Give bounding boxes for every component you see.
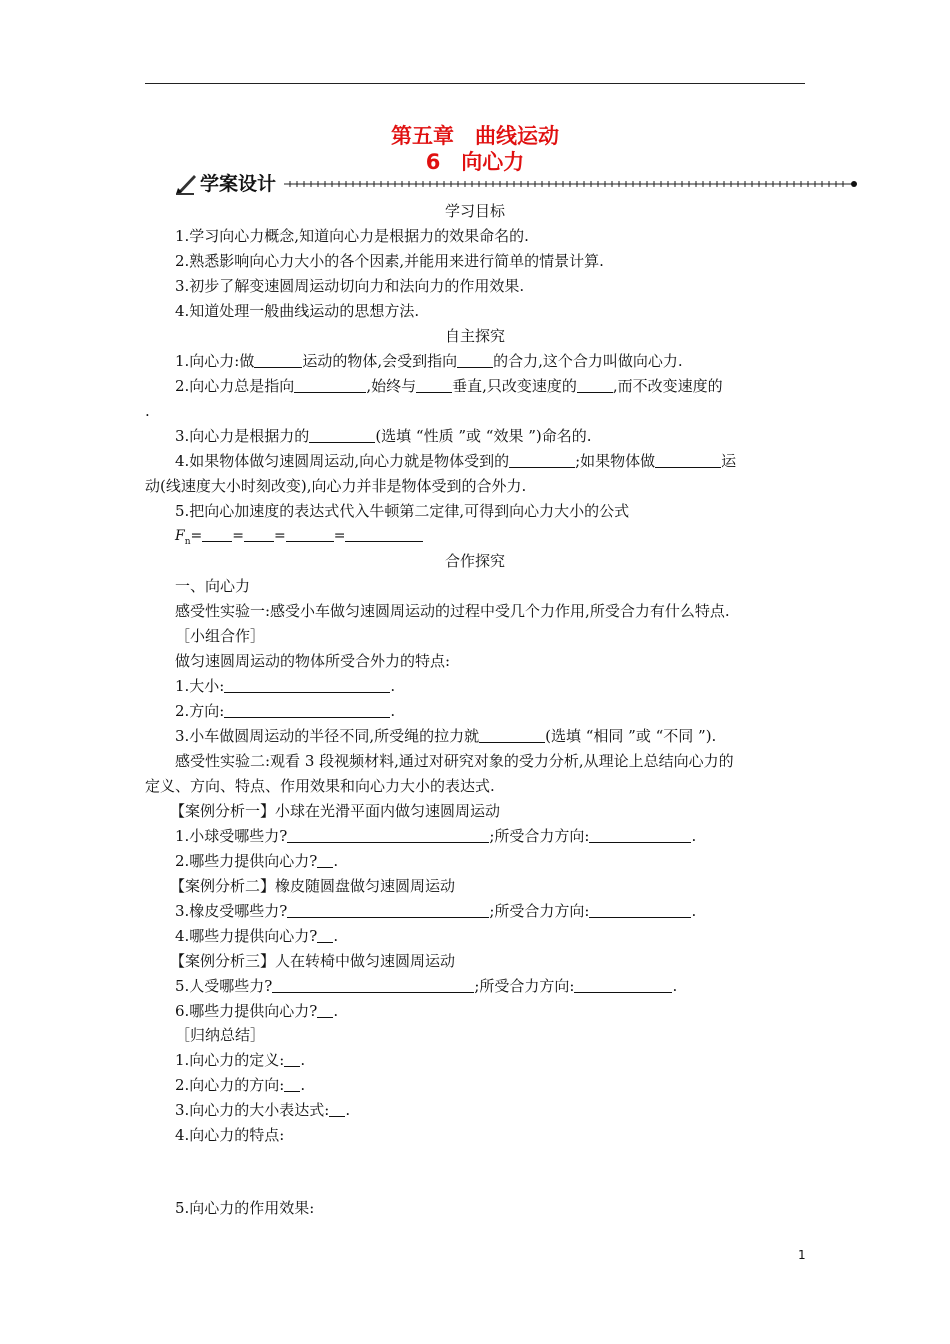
c3q1-blank-2[interactable]	[574, 978, 672, 993]
c3q1-text-b: ;所受合力方向:	[474, 977, 575, 995]
section-title: 6 向心力	[425, 150, 525, 174]
q2-text-b: ,始终与	[366, 377, 417, 395]
header-rule	[145, 83, 805, 84]
feature-1	[175, 674, 395, 698]
c2q1-blank-2[interactable]	[589, 903, 691, 918]
question-1	[175, 349, 683, 373]
q2-end: .	[145, 402, 150, 420]
q2-blank-3[interactable]	[577, 378, 613, 393]
q2-text-d: ,而不改变速度的	[612, 377, 723, 395]
pen-icon	[174, 172, 198, 196]
q4-text-a: 4.如果物体做匀速圆周运动,向心力就是物体受到的	[175, 452, 510, 470]
c3q1-dot: .	[672, 977, 678, 995]
q3-blank[interactable]	[309, 428, 375, 443]
s3-dot: .	[345, 1101, 351, 1119]
c2q2-text: 4.哪些力提供向心力?	[175, 927, 318, 945]
c1q1-blank-1[interactable]	[287, 828, 489, 843]
s2-blank[interactable]	[284, 1077, 300, 1092]
c2q1-text-a: 3.橡皮受哪些力?	[175, 902, 288, 920]
feature-3-text-b: (选填 “相同 ”或 “不同 ”).	[545, 727, 717, 745]
case-1-q1	[175, 824, 696, 848]
q1-text-b: 运动的物体,会受到指向	[302, 352, 458, 370]
experiment-1: 感受性实验一:感受小车做匀速圆周运动的过程中受几个力作用,所受合力有什么特点.	[175, 602, 730, 620]
feature-2-dot: .	[390, 702, 396, 720]
c3q2-blank[interactable]	[317, 1003, 333, 1018]
summary-1	[175, 1048, 305, 1072]
case-2-heading: 【案例分析二】橡皮随圆盘做匀速圆周运动	[170, 877, 456, 895]
c2q2-dot: .	[333, 927, 339, 945]
summary-4: 4.向心力的特点:	[175, 1126, 285, 1144]
c1q2-blank[interactable]	[317, 853, 333, 868]
summary-5: 5.向心力的作用效果:	[175, 1199, 315, 1217]
coop-heading: 合作探究	[444, 552, 505, 570]
goal-item: 1.学习向心力概念,知道向心力是根据力的效果命名的.	[175, 227, 529, 245]
section-banner	[174, 172, 859, 196]
q1-blank-1[interactable]	[254, 353, 302, 368]
goal-item: 3.初步了解变速圆周运动切向力和法向力的作用效果.	[175, 277, 525, 295]
c2q1-dot: .	[691, 902, 697, 920]
question-5: 5.把向心加速度的表达式代入牛顿第二定律,可得到向心力大小的公式	[175, 502, 630, 520]
s3-text: 3.向心力的大小表达式:	[175, 1101, 330, 1119]
c3q2-dot: .	[333, 1002, 339, 1020]
feature-3-blank[interactable]	[479, 728, 545, 743]
summary-2	[175, 1073, 305, 1097]
feature-2-blank[interactable]	[224, 703, 390, 718]
feature-1-blank[interactable]	[224, 678, 390, 693]
page-number: 1	[798, 1248, 806, 1262]
question-2	[175, 374, 723, 398]
c1q2-text: 2.哪些力提供向心力?	[175, 852, 318, 870]
s3-blank[interactable]	[329, 1102, 345, 1117]
q4-blank-2[interactable]	[655, 453, 721, 468]
c2q1-blank-1[interactable]	[287, 903, 489, 918]
goal-item: 4.知道处理一般曲线运动的思想方法.	[175, 302, 420, 320]
feature-2	[175, 699, 395, 723]
q1-text-a: 1.向心力:做	[175, 352, 255, 370]
banner-label: 学案设计	[200, 173, 277, 195]
q4-blank-1[interactable]	[509, 453, 575, 468]
formula-blank-1[interactable]	[202, 527, 232, 542]
case-3-q1	[175, 974, 677, 998]
q2-blank-2[interactable]	[416, 378, 452, 393]
experiment-2-b: 定义、方向、特点、作用效果和向心力大小的表达式.	[145, 777, 495, 795]
formula-blank-4[interactable]	[345, 527, 423, 542]
c2q2-blank[interactable]	[317, 928, 333, 943]
s1-text: 1.向心力的定义:	[175, 1051, 285, 1069]
q2-text-a: 2.向心力总是指向	[175, 377, 295, 395]
part-1-heading: 一、向心力	[175, 577, 251, 595]
case-3-heading: 【案例分析三】人在转椅中做匀速圆周运动	[170, 952, 456, 970]
s1-blank[interactable]	[284, 1052, 300, 1067]
question-3	[175, 424, 592, 448]
case-1-heading: 【案例分析一】小球在光滑平面内做匀速圆周运动	[170, 802, 501, 820]
q4-text-c: 运	[721, 452, 737, 470]
chapter-title: 第五章 曲线运动	[391, 124, 559, 148]
s2-text: 2.向心力的方向:	[175, 1076, 285, 1094]
goal-item: 2.熟悉影响向心力大小的各个因素,并能用来进行简单的情景计算.	[175, 252, 604, 270]
c2q1-text-b: ;所受合力方向:	[489, 902, 590, 920]
feature-2-label: 2.方向:	[175, 702, 225, 720]
summary-3	[175, 1098, 350, 1122]
c3q2-text: 6.哪些力提供向心力?	[175, 1002, 318, 1020]
case-2-q2	[175, 924, 338, 948]
c1q2-dot: .	[333, 852, 339, 870]
feature-3-text-a: 3.小车做圆周运动的半径不同,所受绳的拉力就	[175, 727, 480, 745]
c1q1-text-b: ;所受合力方向:	[489, 827, 590, 845]
q3-text-a: 3.向心力是根据力的	[175, 427, 310, 445]
c1q1-text-a: 1.小球受哪些力?	[175, 827, 288, 845]
formula-blank-3[interactable]	[286, 527, 334, 542]
q1-blank-2[interactable]	[457, 353, 493, 368]
s2-dot: .	[300, 1076, 306, 1094]
q1-text-c: 的合力,这个合力叫做向心力.	[493, 352, 683, 370]
summary-label: ［归纳总结］	[175, 1026, 266, 1044]
c1q1-blank-2[interactable]	[589, 828, 691, 843]
q4-cont: 动(线速度大小时刻改变),向心力并非是物体受到的合外力.	[145, 477, 527, 495]
goals-heading: 学习目标	[444, 202, 505, 220]
experiment-2-a: 感受性实验二:观看 3 段视频材料,通过对研究对象的受力分析,从理论上总结向心力的	[175, 752, 734, 770]
formula-eq-1: =	[190, 528, 203, 544]
formula-eq-3: =	[273, 528, 286, 544]
q4-text-b: ;如果物体做	[575, 452, 656, 470]
features-title: 做匀速圆周运动的物体所受合外力的特点:	[175, 652, 451, 670]
case-1-q2	[175, 849, 338, 873]
c3q1-blank-1[interactable]	[272, 978, 474, 993]
self-study-heading: 自主探究	[444, 327, 505, 345]
feature-3	[175, 724, 716, 748]
formula-eq-4: =	[333, 528, 346, 544]
case-3-q2	[175, 999, 338, 1023]
formula-sub: n	[184, 536, 191, 547]
case-2-q1	[175, 899, 696, 923]
feature-1-label: 1.大小:	[175, 677, 225, 695]
c3q1-text-a: 5.人受哪些力?	[175, 977, 273, 995]
dotted-divider	[284, 172, 859, 196]
formula-blank-2[interactable]	[244, 527, 274, 542]
formula-eq-2: =	[232, 528, 244, 544]
group-label: ［小组合作］	[175, 627, 266, 645]
q2-text-c: 垂直,只改变速度的	[452, 377, 577, 395]
feature-1-dot: .	[390, 677, 396, 695]
q3-text-b: (选填 “性质 ”或 “效果 ”)命名的.	[375, 427, 592, 445]
s1-dot: .	[300, 1051, 306, 1069]
c1q1-dot: .	[691, 827, 697, 845]
question-4	[175, 449, 736, 473]
formula-var: F	[175, 528, 185, 544]
q2-blank-1[interactable]	[294, 378, 366, 393]
